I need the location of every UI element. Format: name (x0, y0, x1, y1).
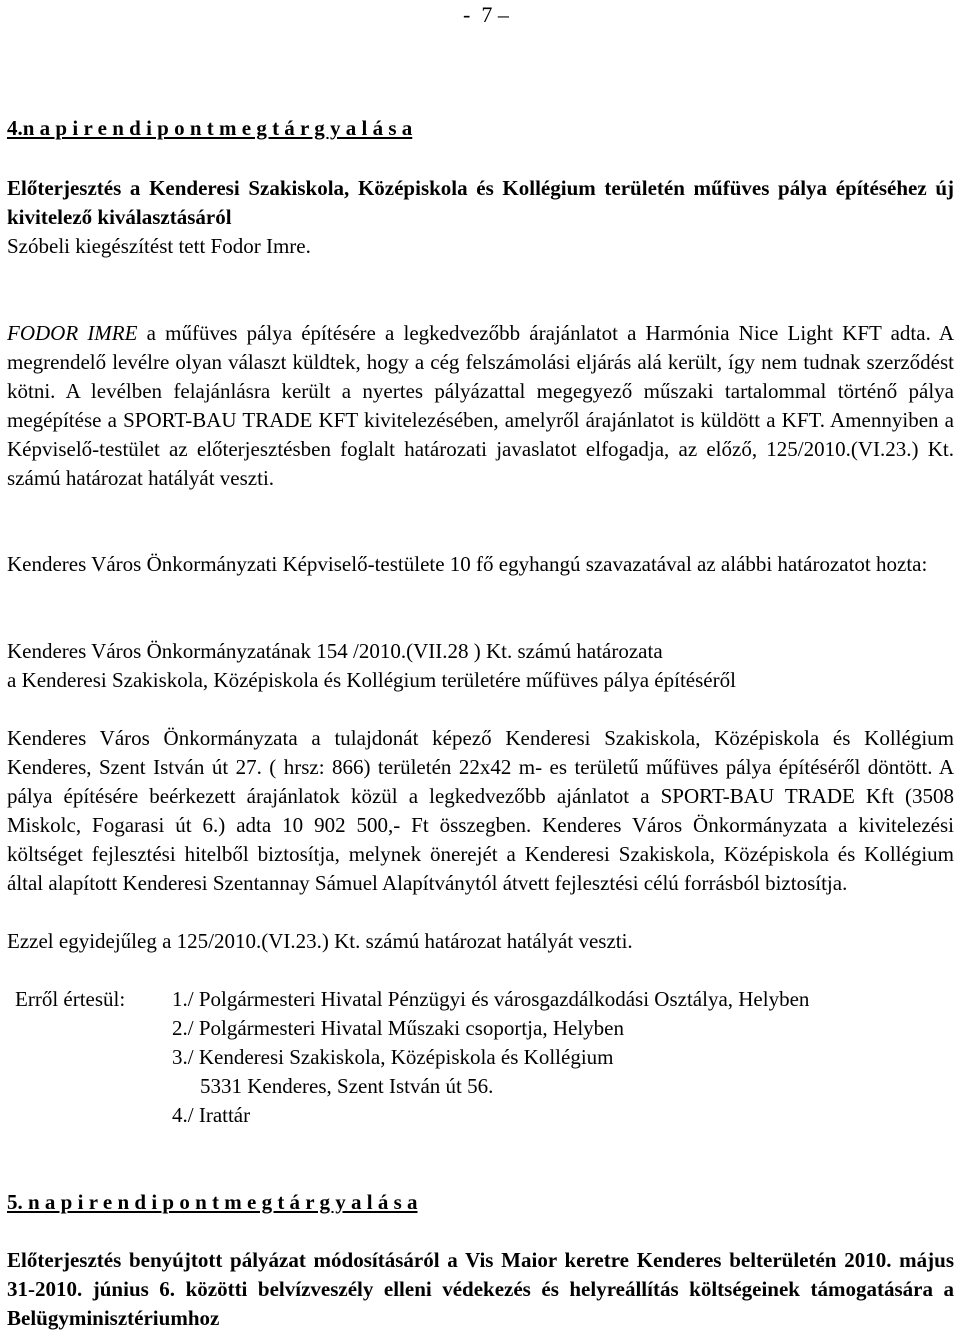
distribution-item: 1./ Polgármesteri Hivatal Pénzügyi és városgazdálkodási Osztálya, Helyben (172, 987, 810, 1011)
distribution-item: 4./ Irattár (172, 1103, 251, 1127)
resolution-subject: a Kenderesi Szakiskola, Középiskola és Kollégium területére műfüves pálya építéséről (7, 668, 736, 692)
resolution-last-line: Ezzel egyidejűleg a 125/2010.(VI.23.) Kt. számú határozat hatályát veszti. (7, 929, 633, 953)
agenda-5-title: Előterjesztés benyújtott pályázat módosításáról a Vis Maior keretre Kenderes belterületén 2010. május 31-2010. június 6. közötti belvízveszély elleni védekezés és helyreállítás költségeinek támogatására a Belügyminisztériumhoz (7, 1248, 954, 1330)
distribution-item: 3./ Kenderesi Szakiskola, Középiskola és Kollégium (172, 1045, 614, 1069)
oral-supplement-note: Szóbeli kiegészítést tett Fodor Imre. (7, 234, 311, 258)
vote-statement: Kenderes Város Önkormányzati Képviselő-testülete 10 fő egyhangú szavazatával az alábbi határozatot hozta: (7, 552, 928, 576)
distribution-item-address: 5331 Kenderes, Szent István út 56. (200, 1074, 494, 1098)
speech-text: a műfüves pálya építésére a legkedvezőbb árajánlatot a Harmónia Nice Light KFT adta. A megrendelő levélre olyan választ küldtek, hogy a cég felszámolási eljárás alá került, így nem tudnak szerződést kötni. A levélben felajánlásra került a nyertes pályázattal megegyező műszaki tartalommal történő pálya megépítése a SPORT-BAU TRADE KFT kivitelezésében, amelyről árajánlatot is küldött a KFT. Amennyiben a Képviselő-testület az előterjesztésben foglalt határozati javaslatot elfogadja, az előző, 125/2010.(VI.23.) Kt. számú határozat hatályát veszti. (7, 321, 955, 490)
agenda-5-heading: 5. n a p i r e n d i p o n t m e g t á r g y a l á s a (7, 1190, 418, 1214)
distribution-items (172, 985, 809, 1130)
agenda-4-heading: 4.n a p i r e n d i p o n t m e g t á r g y a l á s a (7, 116, 413, 140)
speaker-name: FODOR IMRE (7, 321, 138, 345)
page-number: - 7 – (463, 2, 509, 27)
agenda-4-title: Előterjesztés a Kenderesi Szakiskola, Középiskola és Kollégium területén műfüves pálya építéséhez új kivitelező kiválasztásáról (7, 176, 954, 229)
resolution-text: Kenderes Város Önkormányzata a tulajdonát képező Kenderesi Szakiskola, Középiskola és Kollégium Kenderes, Szent István út 27. ( hrsz: 866) területén 22x42 m- es területű műfüves pálya építéséről döntött. A pálya építésére beérkezett árajánlatok közül a legkedvezőbb ajánlatot a SPORT-BAU TRADE Kft (3508 Miskolc, Fogarasi út 6.) adta 10 902 500,- Ft összegben. Kenderes Város Önkormányzata a kivitelezési költséget fejlesztési hitelből biztosítja, melynek önerejét a Kenderesi Szakiskola, Középiskola és Kollégium által alapított Kenderesi Szentannay Sámuel Alapítványtól átvett fejlesztési célú forrásból biztosítja. (7, 726, 954, 895)
distribution-item: 2./ Polgármesteri Hivatal Műszaki csoportja, Helyben (172, 1016, 624, 1040)
distribution-label: Erről értesül: (15, 987, 126, 1011)
resolution-number: Kenderes Város Önkormányzatának 154 /2010.(VII.28 ) Kt. számú határozata (7, 639, 663, 663)
speech-paragraph (7, 319, 954, 493)
